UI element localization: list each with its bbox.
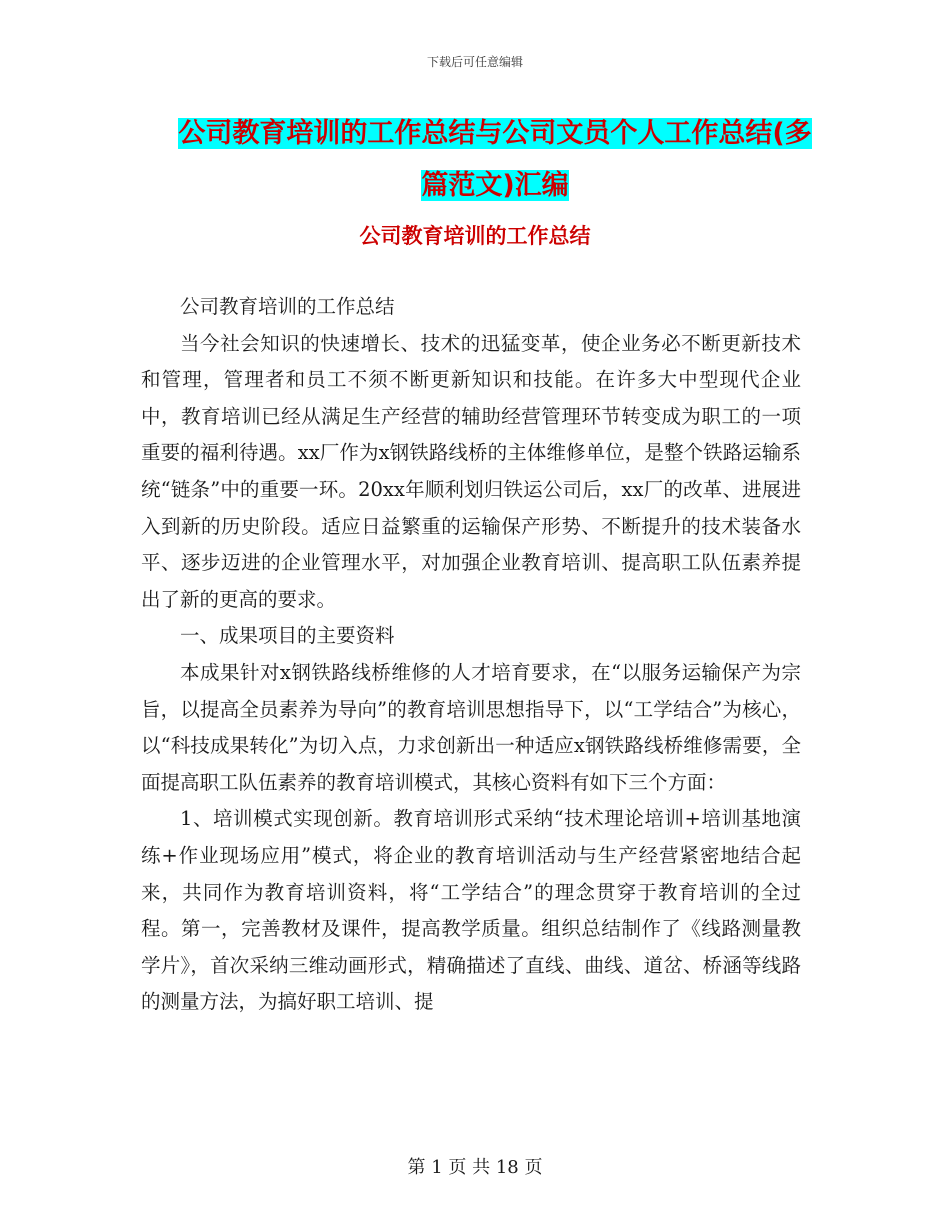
- paragraph-heading-one: 一、成果项目的主要资料: [180, 624, 395, 648]
- document-body: [141, 289, 801, 1021]
- document-title-text: 公司教育培训的工作总结与公司文员个人工作总结(多篇范文)汇编: [178, 118, 812, 201]
- section-title: 公司教育培训的工作总结: [359, 224, 591, 248]
- page-number: 第 1 页 共 18 页: [407, 1157, 543, 1178]
- paragraph-subtitle: 公司教育培训的工作总结: [180, 295, 395, 318]
- paragraph-intro: 当今社会知识的快速增长、技术的迅猛变革，使企业务必不断更新技术和管理，管理者和员工不须不断更新知识和技能。在许多大中型现代企业中，教育培训已经从满足生产经营的辅助经营管理环节转变成为职工的一项重要的福利待遇。xx厂作为x钢铁路线桥的主体维修单位，是整个铁路运输系统“链条”中的重要一环。20xx年顺利划归铁运公司后，xx厂的改革、进展进入到新的历史阶段。适应日益繁重的运输保产形势、不断提升的技术装备水平、逐步迈进的企业管理水平，对加强企业教育培训、提高职工队伍素养提出了新的更高的要求。: [141, 331, 801, 611]
- paragraph-summary: 本成果针对x钢铁路线桥维修的人才培育要求，在“以服务运输保产为宗旨，以提高全员素养为导向”的教育培训思想指导下，以“工学结合”为核心，以“科技成果转化”为切入点，力求创新出一种适应x钢铁路线桥维修需要，全面提高职工队伍素养的教育培训模式，其核心资料有如下三个方面：: [141, 660, 801, 794]
- paragraph-item-one: 1、培训模式实现创新。教育培训形式采纳“技术理论培训+培训基地演练+作业现场应用”模式，将企业的教育培训活动与生产经营紧密地结合起来，共同作为教育培训资料，将“工学结合”的理念贯穿于教育培训的全过程。第一，完善教材及课件，提高教学质量。组织总结制作了《线路测量教学片》，首次采纳三维动画形式，精确描述了直线、曲线、道岔、桥涵等线路的测量方法，为搞好职工培训、提: [141, 807, 801, 1014]
- page-header-note: 下载后可任意编辑: [426, 55, 523, 69]
- document-title: [170, 108, 820, 212]
